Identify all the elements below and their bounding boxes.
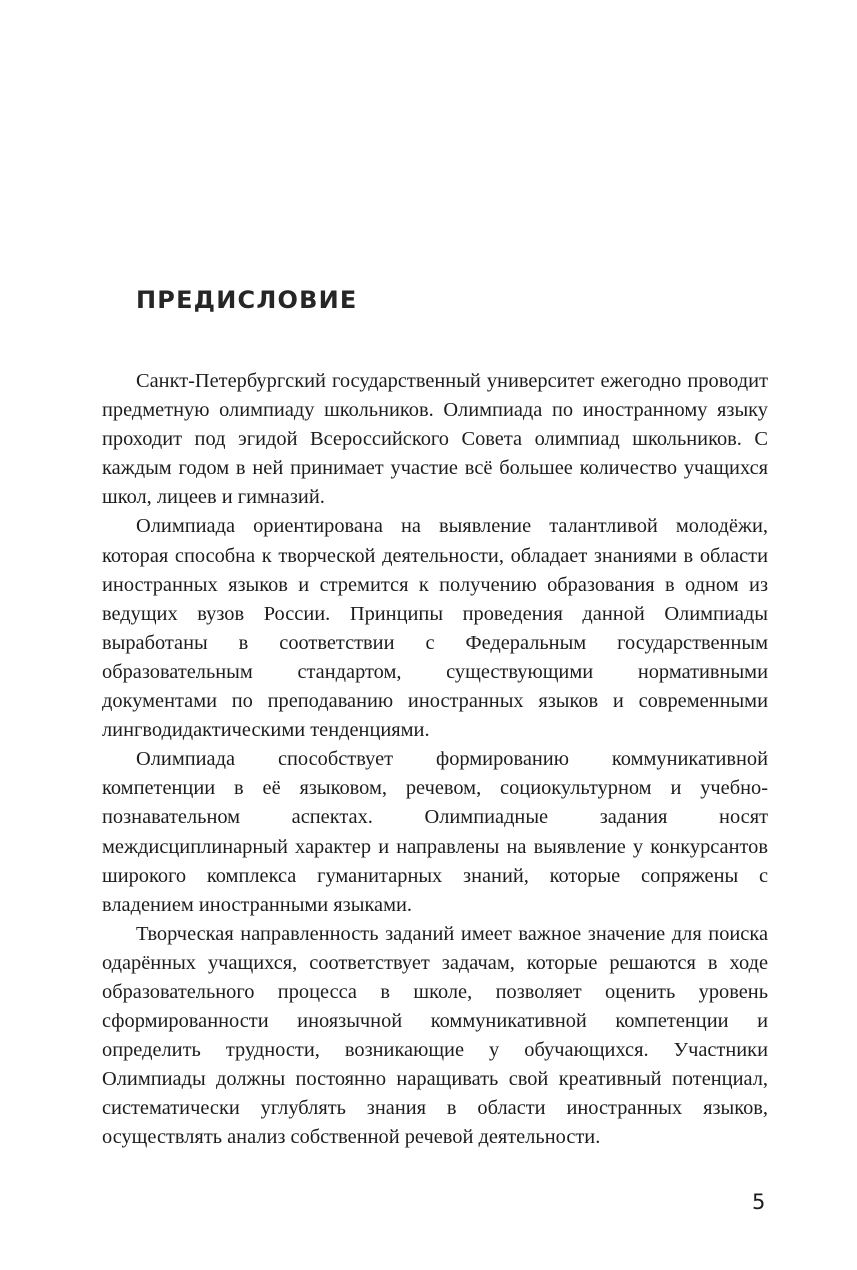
paragraph-4: Творческая направленность заданий имеет важное значение для поиска одарённых учащихся, соответствует задачам, которые решаются в ходе образовательного процесса в школе, позволяет оценить уровень сформированности иноязычной коммуникативной компетенции и определить трудности, возникающие у обучающихся. Участники Олимпиады должны постоянно наращивать свой креативный потенциал, систематически углублять знания в области иностранных языков, осуществлять анализ собственной речевой деятельности. [102, 922, 768, 1149]
paragraph-3: Олимпиада способствует формированию коммуникативной компетенции в её языковом, речевом, социокультурном и учебно-познавательном аспектах. Олимпиадные задания носят междисциплинарный характер и направлены на выявление у конкурсантов широкого комплекса гуманитарных знаний, которые сопряжены с владением иностранными языками. [102, 748, 768, 916]
page-number: 5 [752, 1190, 766, 1214]
paragraph-1: Санкт-Петербургский государственный университет ежегодно проводит предметную олимпиаду школьников. Олимпиада по иностранному языку проходит под эгидой Всероссийского Совета олимпиад школьников. С каждым годом в ней принимает участие всё большее количество учащихся школ, лицеев и гимназий. [102, 370, 768, 509]
paragraph-2: Олимпиада ориентирована на выявление талантливой молодёжи, которая способна к творческой деятельности, обладает знаниями в области иностранных языков и стремится к получению образования в одном из ведущих вузов России. Принципы проведения данной Олимпиады выработаны в соответствии с Федеральным государственным образовательным стандартом, существующими нормативными документами по преподаванию иностранных языков и современными лингводидактическими тенденциями. [102, 515, 768, 742]
chapter-heading: ПРЕДИСЛОВИЕ [136, 286, 358, 314]
preface-body [102, 367, 768, 1153]
